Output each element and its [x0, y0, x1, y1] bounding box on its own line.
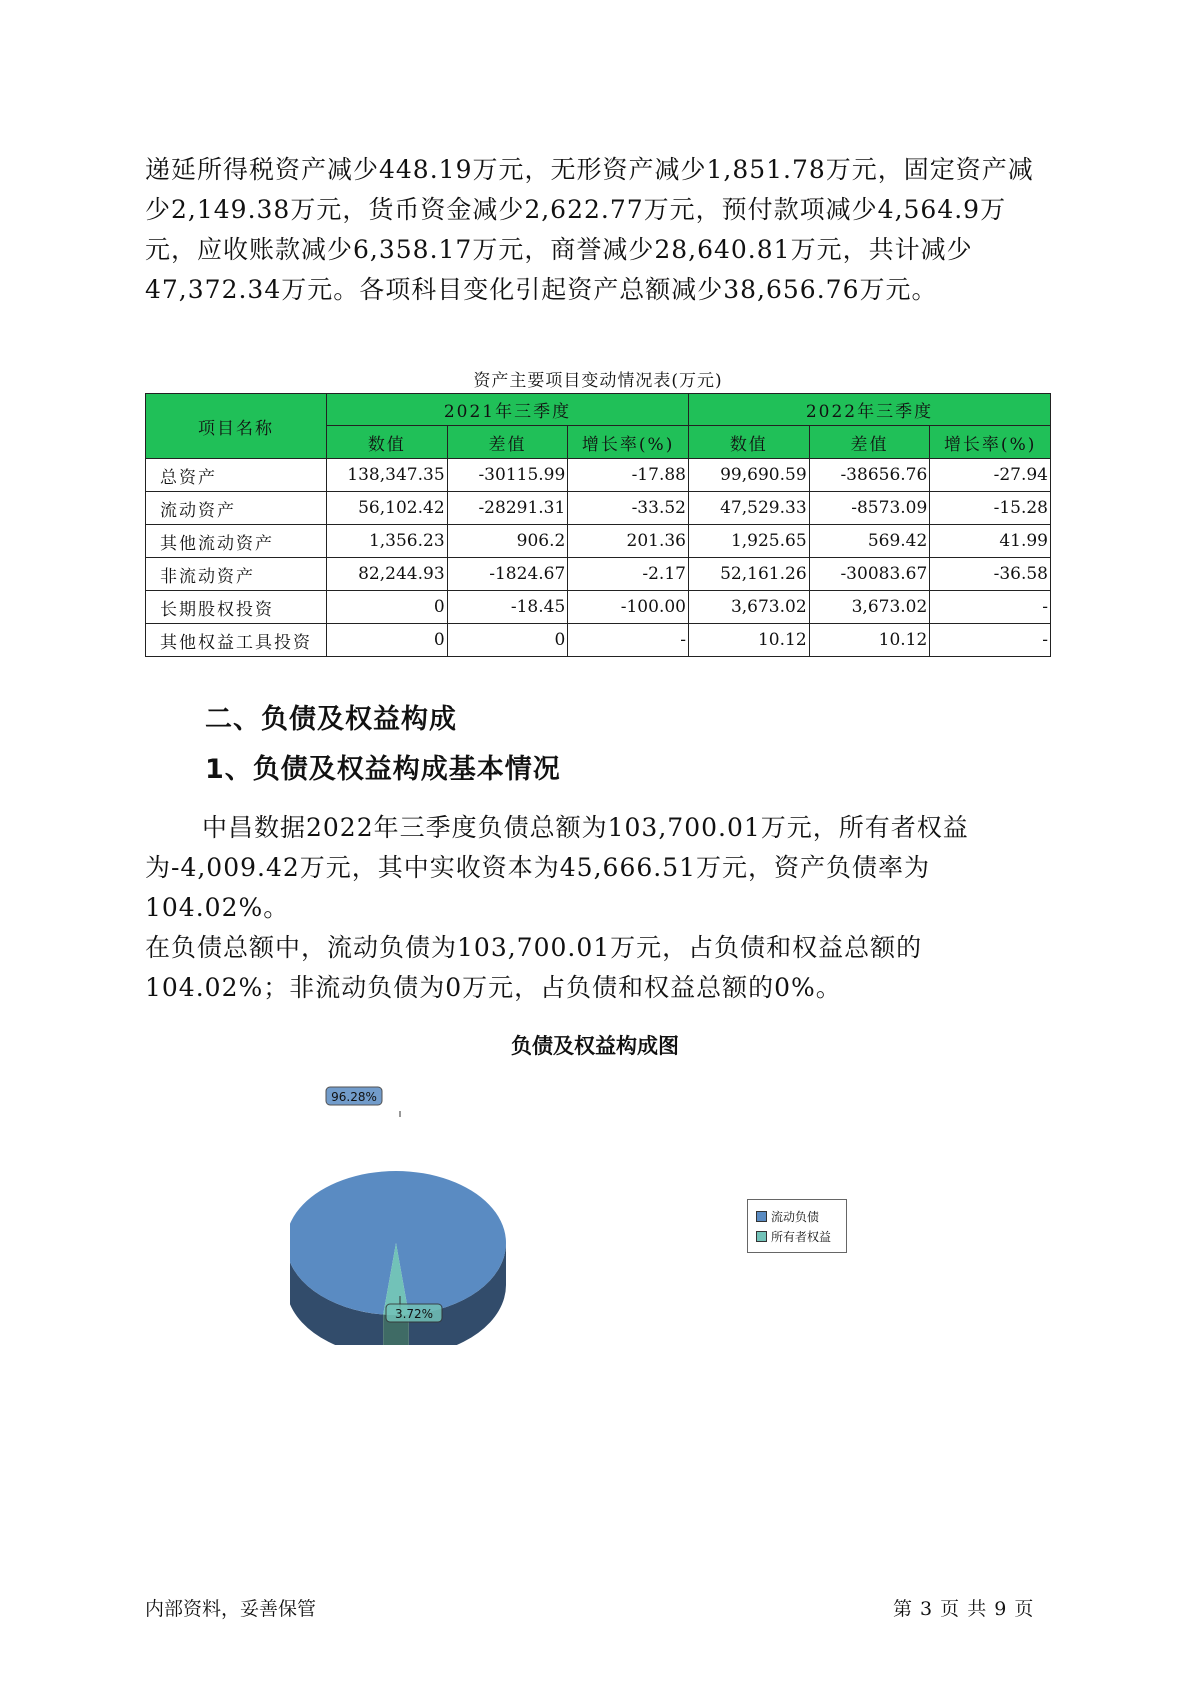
- table-cell: -: [568, 624, 689, 657]
- legend-label: 流动负债: [771, 1210, 820, 1224]
- column-header-item-name: 项目名称: [146, 394, 327, 459]
- pie-chart: [290, 1075, 810, 1345]
- footer-confidential-note: 内部资料，妥善保管: [145, 1598, 317, 1620]
- column-header-growth-2022: 增长率(%): [930, 426, 1051, 459]
- body-paragraphs: [145, 808, 1055, 1008]
- table-cell: -30115.99: [447, 459, 568, 492]
- legend-item-current-liabilities: [756, 1208, 819, 1225]
- table-cell: -28291.31: [447, 492, 568, 525]
- table-cell: 0: [447, 624, 568, 657]
- asset-change-table: [145, 393, 1051, 657]
- table-cell: 52,161.26: [688, 558, 809, 591]
- table-cell: 10.12: [809, 624, 930, 657]
- table-cell: 1,925.65: [688, 525, 809, 558]
- row-name: 非流动资产: [146, 558, 327, 591]
- column-header-2022: 2022年三季度: [688, 394, 1050, 426]
- table-cell: -18.45: [447, 591, 568, 624]
- table-cell: -1824.67: [447, 558, 568, 591]
- table-row: [146, 624, 1051, 657]
- row-name: 其他流动资产: [146, 525, 327, 558]
- table-cell: -36.58: [930, 558, 1051, 591]
- table-cell: 906.2: [447, 525, 568, 558]
- table-cell: -33.52: [568, 492, 689, 525]
- table-cell: -17.88: [568, 459, 689, 492]
- table-cell: 10.12: [688, 624, 809, 657]
- table-row: [146, 459, 1051, 492]
- intro-paragraph: [145, 150, 1055, 310]
- row-name: 总资产: [146, 459, 327, 492]
- table-cell: -38656.76: [809, 459, 930, 492]
- column-header-diff-2022: 差值: [809, 426, 930, 459]
- body-paragraph-1: 中昌数据2022年三季度负债总额为103,700.01万元，所有者权益为-4,009.42万元，其中实收资本为45,666.51万元，资产负债率为104.02%。: [145, 813, 969, 922]
- section-heading: 二、负债及权益构成: [205, 704, 457, 735]
- table-cell: 82,244.93: [326, 558, 447, 591]
- table-row: [146, 525, 1051, 558]
- table-cell: 569.42: [809, 525, 930, 558]
- table-cell: 1,356.23: [326, 525, 447, 558]
- column-header-2021: 2021年三季度: [326, 394, 688, 426]
- column-header-value-2022: 数值: [688, 426, 809, 459]
- table-cell: -2.17: [568, 558, 689, 591]
- table-cell: 47,529.33: [688, 492, 809, 525]
- table-caption: 资产主要项目变动情况表(万元): [473, 371, 723, 391]
- table-row: [146, 591, 1051, 624]
- table-cell: -8573.09: [809, 492, 930, 525]
- table-cell: -100.00: [568, 591, 689, 624]
- table-cell: 3,673.02: [688, 591, 809, 624]
- legend-label: 所有者权益: [771, 1230, 832, 1244]
- table-cell: 41.99: [930, 525, 1051, 558]
- column-header-value-2021: 数值: [326, 426, 447, 459]
- table-cell: 99,690.59: [688, 459, 809, 492]
- table-cell: 201.36: [568, 525, 689, 558]
- column-header-diff-2021: 差值: [447, 426, 568, 459]
- legend-swatch: [756, 1231, 767, 1242]
- intro-paragraph-text: 递延所得税资产减少448.19万元，无形资产减少1,851.78万元，固定资产减少2,149.38万元，货币资金减少2,622.77万元，预付款项减少4,564.9万元，应收账款减少6,358.17万元，商誉减少28,640.81万元，共计减少47,372.34万元。各项科目变化引起资产总额减少38,656.76万元。: [145, 155, 1034, 304]
- body-paragraph-2: 在负债总额中，流动负债为103,700.01万元，占负债和权益总额的104.02%；非流动负债为0万元，占负债和权益总额的0%。: [145, 933, 923, 1002]
- table-row: [146, 558, 1051, 591]
- table-cell: 0: [326, 624, 447, 657]
- table-cell: -15.28: [930, 492, 1051, 525]
- table-cell: 0: [326, 591, 447, 624]
- table-cell: 56,102.42: [326, 492, 447, 525]
- data-label-current-liabilities: [326, 1087, 400, 1117]
- chart-legend: [747, 1199, 847, 1253]
- table-cell: -: [930, 591, 1051, 624]
- svg-text:3.72%: 3.72%: [394, 1307, 434, 1321]
- footer-page-number: 第 3 页 共 9 页: [893, 1598, 1035, 1620]
- table-cell: 3,673.02: [809, 591, 930, 624]
- subsection-heading: 1、负债及权益构成基本情况: [205, 754, 561, 785]
- row-name: 其他权益工具投资: [146, 624, 327, 657]
- legend-swatch: [756, 1211, 767, 1222]
- table-cell: -: [930, 624, 1051, 657]
- legend-item-owners-equity: [756, 1228, 831, 1245]
- row-name: 流动资产: [146, 492, 327, 525]
- row-name: 长期股权投资: [146, 591, 327, 624]
- chart-title: 负债及权益构成图: [511, 1034, 679, 1058]
- table-cell: -30083.67: [809, 558, 930, 591]
- table-row: [146, 492, 1051, 525]
- column-header-growth-2021: 增长率(%): [568, 426, 689, 459]
- svg-text:96.28%: 96.28%: [331, 1090, 377, 1104]
- table-cell: 138,347.35: [326, 459, 447, 492]
- table-cell: -27.94: [930, 459, 1051, 492]
